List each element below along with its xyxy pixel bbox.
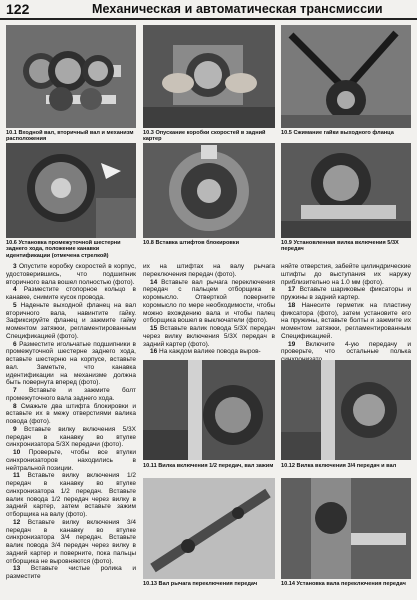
photo-10-12 <box>281 360 411 460</box>
fork-1-2-shaft-image <box>143 360 275 460</box>
caption-10-3: 10.3 Опускание коробки скоростей в задний картер <box>143 130 266 143</box>
page-header <box>0 0 417 20</box>
caption-10-13: 10.13 Вал рычага переключения передач <box>143 581 258 587</box>
photo-10-1 <box>6 25 136 128</box>
caption-10-1: 10.1 Входной вал, вторичный вал и механизм расположения <box>6 130 134 143</box>
text-column-3: няйте отверстия, забейте цилиндрические штифты до выступания их наружу приблизительно на 1.0 мм (фото). 17 Вставьте шариковые фиксаторы и пружины в задний картер. 18 Нанесите герметик на пластину фиксатора (фото), затем установите его на пружины, вставьте болты и зажмите их моментом затяжки, регламентированным Спецификацией. 19 Включите 4-ую передачу и проверьте, что остальные полька <box>281 263 411 356</box>
reverse-idler-gear-image <box>6 143 136 238</box>
photo-10-5 <box>281 25 411 128</box>
caption-10-12: 10.12 Вилка включения 3/4 передач и вал <box>281 463 397 469</box>
text-column-2: их на штифтах на валу рычага переключения передач (фото). 14 Вставьте вал рычага переключения передач с пальцем отборщика в коромысло. Отверткой поверните коромысло по мере необходимости, чтобы можно вхождению вала и чтобы палец отборщика вошел в выключатели (фото). 15 Вставьте валик повода 5/3Х передач через вилку включения 5/3Х передач в задний картер (фото). 16 На каждом валике повода выров- <box>143 263 276 356</box>
caption-10-11: 10.11 Вилка включения 1/2 передач, вал зажим <box>143 463 274 469</box>
photo-10-11 <box>143 360 275 460</box>
caption-10-8: 10.8 Вставка штифтов блокировки <box>143 240 240 246</box>
photo-10-14 <box>281 478 411 579</box>
gearbox-lowering-image <box>143 25 275 128</box>
page-number: 122 <box>6 1 30 17</box>
page-title: Механическая и автоматическая трансмиссии <box>92 2 383 16</box>
caption-10-6: 10.6 Установка промежуточной шестерни заднего хода, положение канавки идентификации (отмечена стрелкой) <box>6 240 121 259</box>
photo-10-13 <box>143 478 275 579</box>
gear-lever-shaft-image <box>143 478 275 579</box>
photo-10-9 <box>281 143 411 238</box>
caption-10-9: 10.9 Установленная вилка включения 5/3Х передач <box>281 240 399 253</box>
flange-nut-image <box>281 25 411 128</box>
shift-fork-5-image <box>281 143 411 238</box>
caption-10-14: 10.14 Установка вала переключения передач <box>281 581 406 587</box>
photo-10-3 <box>143 25 275 128</box>
shift-shaft-install-image <box>281 478 411 579</box>
photo-10-6 <box>6 143 136 238</box>
interlock-pins-image <box>143 143 275 238</box>
text-column-1: 3 Опустите коробку скоростей в корпус, удостоверившись, что подшипник вторичного вала вошел полностью (фото). 4 Разместите стопорное кольцо в канавке, снимите кусок провода. 5 Наденьте выходной фланец на вал вторичного вала, навинтите гайку. Зафиксируйте фланец и зажмите гайку моментом затяжки, регламентированным Спецификацией (фото). 6 Разместите игольчатые подшипники в промежуточной шестерне заднего хода, вставьте шестерню на корпусе, вставьте вал. Заметьте, что канавка идентификации на механизме должна быть повернута вперед (фото). 7 Вставьте и зажмите болт промежуточного вала заднего хода. 8 Смажьте два штифта блокировки и вставьте их в межу отверстиями валика повода (фото). 9 Вставьте вилку включения 5/3Х передач в канавку во втулке синхронизатора 5/3Х передачи (фото). 10 Проверьте, чтобы все втулки синхронизаторов находились в нейтральной позиции. 11 Вставьте вилку включения 1/2 передач в канавку во втулке синхронизатора 1/2 передач. Вставьте валик повода 1/2 передач через вилку в задний картер, затем вставьте зажим отборщика на валу (фото). 12 Вставьте вилку включения 3/4 передач в канавку во втулке синхронизатора 3/4 передач. Вставьте валик повода 3/4 передач через вилку в задний картер и поверните, пока пальцы отборщика не выровняются (фото). 13 Вставьте чистые ролика и разместите <box>6 263 137 580</box>
caption-10-5: 10.5 Сжимание гайки выходного фланца <box>281 130 394 136</box>
gearbox-shafts-image <box>6 25 136 128</box>
fork-3-4-shaft-image <box>281 360 411 460</box>
photo-10-8 <box>143 143 275 238</box>
